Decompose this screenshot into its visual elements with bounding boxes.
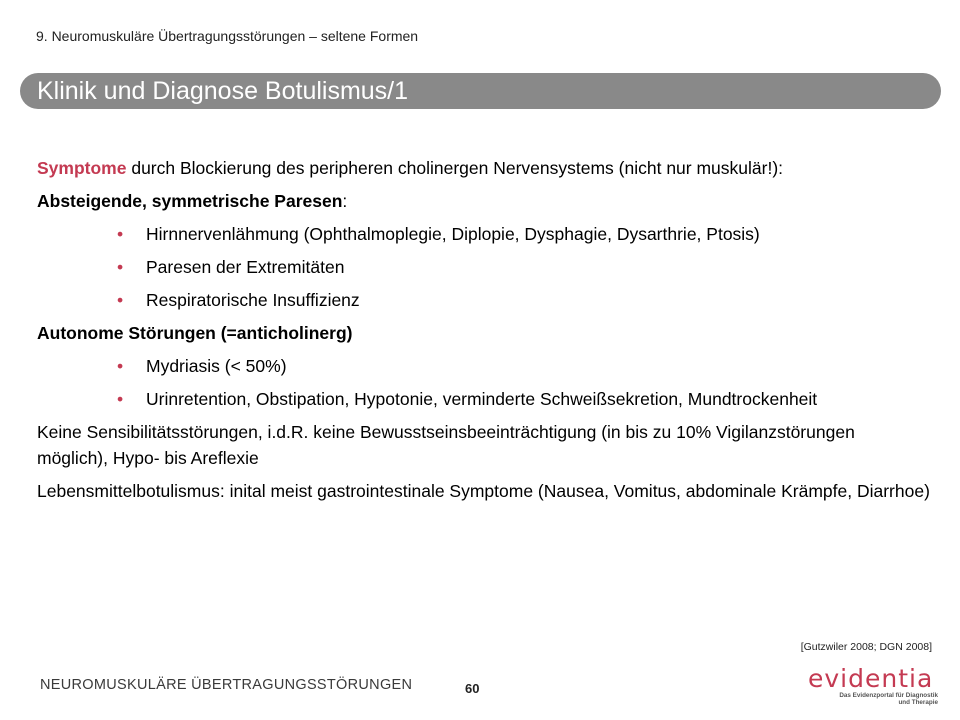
logo-tagline-1: Das Evidenzportal für Diagnostik xyxy=(839,692,938,699)
list-item xyxy=(37,287,947,313)
slide-title: Klinik und Diagnose Botulismus/1 xyxy=(37,77,409,105)
logo-wordmark: evidentia xyxy=(808,664,934,693)
sensibilitaet-paragraph: Keine Sensibilitätsstörungen, i.d.R. keine Bewusstseinsbeeinträchtigung (in bis zu 10% Vigilanzstörungen möglich), Hypo- bis Areflexie xyxy=(37,422,855,468)
list-item-text: Urinretention, Obstipation, Hypotonie, verminderte Schweißsekretion, Mundtrockenheit xyxy=(146,389,818,409)
bullet-icon: • xyxy=(117,257,124,277)
autonome-heading: Autonome Störungen (=anticholinerg) xyxy=(37,323,353,343)
footer-label: NEUROMUSKULÄRE ÜBERTRAGUNGSSTÖRUNGEN xyxy=(40,677,413,693)
section-label: 9. Neuromuskuläre Übertragungsstörungen – seltene Formen xyxy=(36,28,419,44)
list-item-text: Mydriasis (< 50%) xyxy=(146,356,287,376)
list-item xyxy=(37,254,947,280)
logo-tagline-2: und Therapie xyxy=(898,699,938,706)
title-bar xyxy=(20,73,941,109)
list-item-text: Respiratorische Insuffizienz xyxy=(146,290,360,310)
bullet-icon: • xyxy=(117,389,124,409)
list-item-text: Paresen der Extremitäten xyxy=(146,257,345,277)
list-item xyxy=(37,353,947,379)
list-item xyxy=(37,221,947,247)
reference-citation: [Gutzwiler 2008; DGN 2008] xyxy=(800,641,932,653)
list-item xyxy=(37,386,947,412)
bullet-icon: • xyxy=(117,224,124,244)
page-number: 60 xyxy=(465,681,480,696)
intro-paragraph xyxy=(37,155,947,181)
bullet-icon: • xyxy=(117,290,124,310)
evidentia-logo xyxy=(808,666,938,710)
paresen-colon: : xyxy=(342,191,348,211)
slide-content xyxy=(37,155,947,511)
lebensmittel-paragraph: Lebensmittelbotulismus: inital meist gastrointestinale Symptome (Nausea, Vomitus, abdominale Krämpfe, Diarrhoe) xyxy=(37,481,930,501)
symptome-label: Symptome xyxy=(37,158,127,178)
list-item-text: Hirnnervenlähmung (Ophthalmoplegie, Diplopie, Dysphagie, Dysarthrie, Ptosis) xyxy=(146,224,760,244)
bullet-icon: • xyxy=(117,356,124,376)
paresen-heading-text: Absteigende, symmetrische Paresen xyxy=(37,191,343,211)
paresen-heading xyxy=(37,188,947,214)
intro-text: durch Blockierung des peripheren cholinergen Nervensystems (nicht nur muskulär!): xyxy=(126,158,784,178)
